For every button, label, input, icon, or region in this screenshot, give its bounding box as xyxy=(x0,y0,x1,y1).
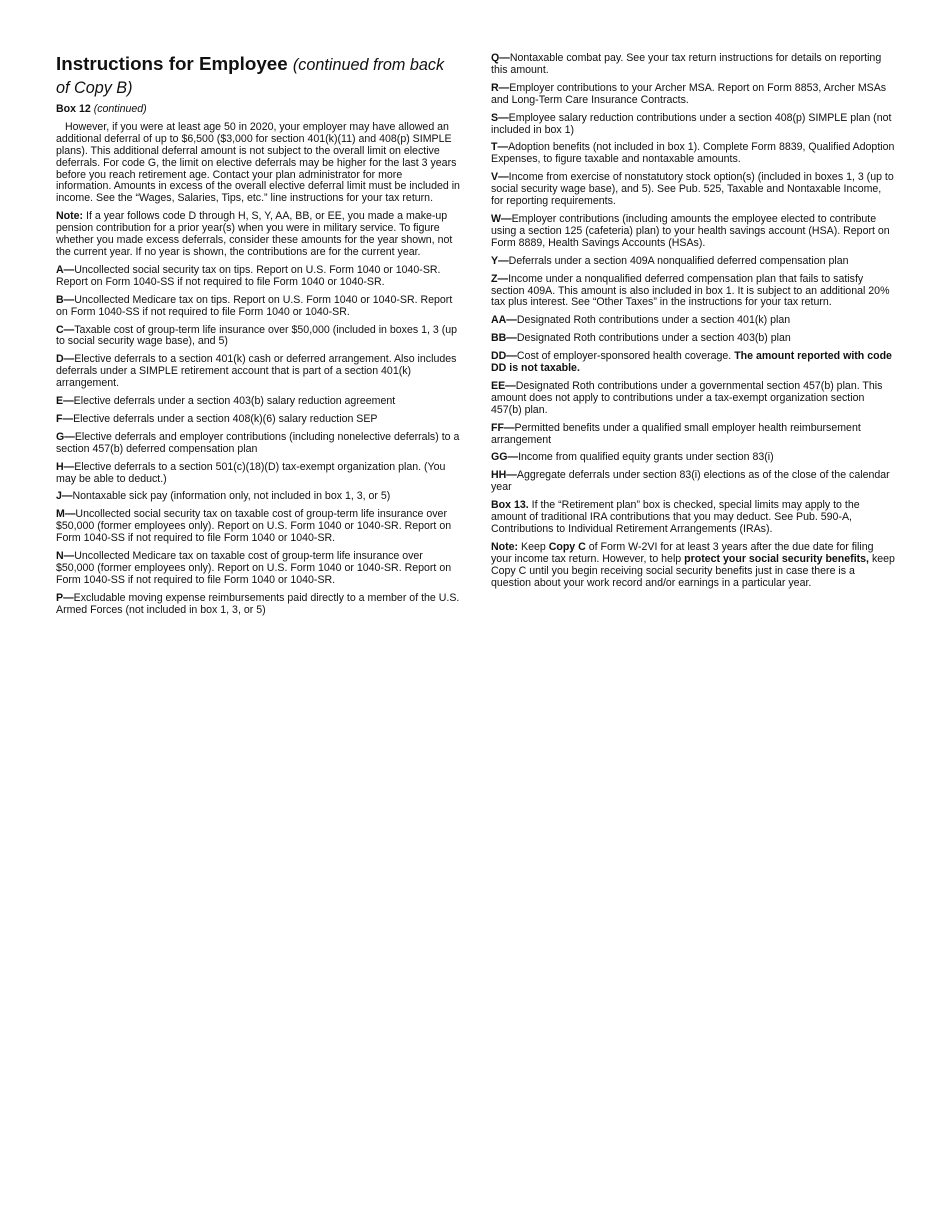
code-description: Nontaxable sick pay (information only, not included in box 1, 3, or 5) xyxy=(72,490,391,503)
code-description: Uncollected Medicare tax on taxable cost of group-term life insurance over $50,000 (former employees only). Report on U.S. Form 1040 or 1040-SR. Report on Form 1040-SS if not required to file Form 1040 or 1040-SR. xyxy=(56,550,452,586)
code-label: F— xyxy=(56,412,74,425)
final-note-copy-c: Copy C xyxy=(548,540,586,553)
final-note-paragraph xyxy=(491,542,895,590)
code-s-entry xyxy=(491,113,895,137)
code-y-entry xyxy=(491,256,895,268)
code-description: Designated Roth contributions under a section 401(k) plan xyxy=(516,314,791,327)
final-note-part3: keep Copy C until you begin receiving social security benefits just in case there is a question about your work record and/or earnings in a particular year. xyxy=(491,552,895,589)
code-description: Employer contributions to your Archer MSA. Report on Form 8853, Archer MSAs and Long-Term Care Insurance Contracts. xyxy=(491,81,887,106)
code-label: V— xyxy=(491,171,509,184)
code-description: Uncollected social security tax on taxable cost of group-term life insurance over $50,000 (former employees only). Report on U.S. Form 1040 or 1040-SR. Report on Form 1040-SS if not required to file Form 1040 or 1040-SR. xyxy=(56,508,452,545)
code-j-entry xyxy=(56,491,460,503)
code-b-entry xyxy=(56,295,460,319)
code-description: Income under a nonqualified deferred compensation plan that fails to satisfy section 409A. This amount is also included in box 1. It is subject to an additional 20% tax plus interest. See “Other Taxes” in the instructions for your tax return. xyxy=(491,272,890,309)
final-note-part2: of Form W-2VI for at least 3 years after the due date for filing your income tax return. However, to help xyxy=(491,540,874,565)
code-z-entry xyxy=(491,274,895,310)
box13-text: If the “Retirement plan” box is checked, special limits may apply to the amount of traditional IRA contributions that you may deduct. See Pub. 590-A, Contributions to Individual Retirement Arrangements (IRAs). xyxy=(491,499,860,535)
left-column xyxy=(56,53,460,623)
code-label: N— xyxy=(56,550,75,563)
code-h-entry xyxy=(56,462,460,486)
final-note-bold-phrase: protect your social security benefits, xyxy=(684,552,869,565)
code-description: Elective deferrals to a section 501(c)(18)(D) tax-exempt organization plan. (You may be able to deduct.) xyxy=(56,460,446,485)
code-v-entry xyxy=(491,172,895,208)
code-label: A— xyxy=(56,263,75,276)
code-label: T— xyxy=(491,141,509,154)
code-description: Permitted benefits under a qualified small employer health reimbursement arrangement xyxy=(491,421,861,446)
code-label: B— xyxy=(56,293,75,306)
code-description: Uncollected Medicare tax on tips. Report on U.S. Form 1040 or 1040-SR. Report on Form 1040-SS if not required to file Form 1040 or 1040-SR. xyxy=(56,293,453,318)
code-q-entry xyxy=(491,53,895,77)
code-label: FF— xyxy=(491,421,515,434)
code-label: E— xyxy=(56,395,74,408)
code-label: H— xyxy=(56,460,75,473)
code-w-entry xyxy=(491,214,895,250)
box12-note-paragraph xyxy=(56,211,460,259)
code-gg-entry xyxy=(491,452,895,464)
code-r-entry xyxy=(491,83,895,107)
code-label: Y— xyxy=(491,254,509,267)
code-label: W— xyxy=(491,212,512,225)
box12-label: Box 12 xyxy=(56,103,91,115)
code-description: Designated Roth contributions under a section 403(b) plan xyxy=(516,332,791,345)
code-label: Z— xyxy=(491,272,509,285)
code-label: S— xyxy=(491,111,509,124)
box12-heading xyxy=(56,104,460,116)
code-label: R— xyxy=(491,81,510,94)
code-n-entry xyxy=(56,551,460,587)
code-label: P— xyxy=(56,591,74,604)
code-description: Employee salary reduction contributions under a section 408(p) SIMPLE plan (not included in box 1) xyxy=(491,111,892,136)
code-label: EE— xyxy=(491,379,516,392)
box12-intro-paragraph: However, if you were at least age 50 in 2020, your employer may have allowed an additional deferral of up to $6,500 ($3,000 for section 401(k)(11) and 408(p) SIMPLE plans). This additional deferral amount is not subject to the overall limit on elective deferrals. For code G, the limit on elective deferrals may be higher for the last 3 years before you reach retirement age. Contact your plan administrator for more information. Amounts in excess of the overall elective deferral limit must be included in income. See the “Wages, Salaries, Tips, etc.” line instructions for your tax return. xyxy=(56,120,460,205)
code-label: BB— xyxy=(491,332,517,345)
box13-label: Box 13. xyxy=(491,499,529,512)
code-description: Cost of employer-sponsored health coverage. xyxy=(516,350,735,363)
code-label: HH— xyxy=(491,469,517,482)
code-p-entry xyxy=(56,593,460,617)
title-continued: (continued from back of Copy B) xyxy=(56,56,445,97)
code-label: DD— xyxy=(491,350,517,363)
final-note-part1: Keep xyxy=(521,540,549,553)
code-d-entry xyxy=(56,354,460,390)
code-e-entry xyxy=(56,396,460,408)
code-ee-entry xyxy=(491,381,895,417)
page-title xyxy=(56,53,460,99)
code-label: J— xyxy=(56,490,73,503)
code-description: Elective deferrals to a section 401(k) cash or deferred arrangement. Also includes deferrals under a SIMPLE retirement account that is part of a section 401(k) arrangement. xyxy=(56,353,457,390)
code-hh-entry xyxy=(491,470,895,494)
code-label: D— xyxy=(56,353,75,366)
code-description: Uncollected social security tax on tips. Report on U.S. Form 1040 or 1040-SR. Report on Form 1040-SS if not required to file Form 1040 or 1040-SR. xyxy=(56,263,441,288)
code-description: Elective deferrals and employer contributions (including nonelective deferrals) to a section 457(b) deferred compensation plan xyxy=(56,430,460,455)
code-description: Income from exercise of nonstatutory stock option(s) (included in boxes 1, 3 (up to social security wage base), and 5). See Pub. 525, Taxable and Nontaxable Income, for reporting requirements. xyxy=(491,171,894,208)
code-label: G— xyxy=(56,430,75,443)
code-description: Deferrals under a section 409A nonqualified deferred compensation plan xyxy=(508,254,849,267)
note-text: If a year follows code D through H, S, Y, AA, BB, or EE, you made a make-up pension contribution for a prior year(s) when you were in military service. To figure whether you made excess deferrals, consider these amounts for the year shown, not the current year. If no year is shown, the contributions are for the current year. xyxy=(56,210,453,258)
code-bb-entry xyxy=(491,333,895,345)
code-label: AA— xyxy=(491,314,517,327)
right-column xyxy=(491,53,895,596)
code-ff-entry xyxy=(491,423,895,447)
box13-paragraph xyxy=(491,500,895,536)
title-main: Instructions for Employee xyxy=(56,53,288,74)
note-label: Note: xyxy=(56,210,84,223)
code-description: Adoption benefits (not included in box 1). Complete Form 8839, Qualified Adoption Expenses, to figure taxable and nontaxable amounts. xyxy=(491,141,895,166)
code-a-entry xyxy=(56,265,460,289)
code-dd-entry xyxy=(491,351,895,375)
code-description: Designated Roth contributions under a governmental section 457(b) plan. This amount does not apply to contributions under a tax-exempt organization section 457(b) plan. xyxy=(491,379,883,416)
code-dd-bold-note: The amount reported with code DD is not taxable. xyxy=(491,350,892,375)
code-f-entry xyxy=(56,414,460,426)
code-description: Taxable cost of group-term life insurance over $50,000 (included in boxes 1, 3 (up to social security wage base), and 5) xyxy=(56,323,458,348)
final-note-label: Note: xyxy=(491,540,519,553)
code-description: Nontaxable combat pay. See your tax return instructions for details on reporting this amount. xyxy=(491,52,882,76)
code-label: Q— xyxy=(491,52,510,64)
code-description: Aggregate deferrals under section 83(i) elections as of the close of the calendar year xyxy=(491,469,890,494)
code-g-entry xyxy=(56,432,460,456)
code-label: C— xyxy=(56,323,75,336)
box12-continued: (continued) xyxy=(93,103,147,115)
code-m-entry xyxy=(56,509,460,545)
code-description: Employer contributions (including amounts the employee elected to contribute using a section 125 (cafeteria) plan) to your health savings account (HSA). Report on Form 8889, Health Savings Accounts (HSAs). xyxy=(491,212,890,249)
code-description: Excludable moving expense reimbursements paid directly to a member of the U.S. Armed Forces (not included in box 1, 3, or 5) xyxy=(56,591,460,616)
code-aa-entry xyxy=(491,315,895,327)
code-description: Income from qualified equity grants under section 83(i) xyxy=(518,451,774,464)
code-c-entry xyxy=(56,325,460,349)
code-label: M— xyxy=(56,508,76,521)
code-label: GG— xyxy=(491,451,519,464)
code-t-entry xyxy=(491,142,895,166)
code-description: Elective deferrals under a section 403(b) salary reduction agreement xyxy=(73,395,396,408)
code-description: Elective deferrals under a section 408(k)(6) salary reduction SEP xyxy=(73,412,378,425)
